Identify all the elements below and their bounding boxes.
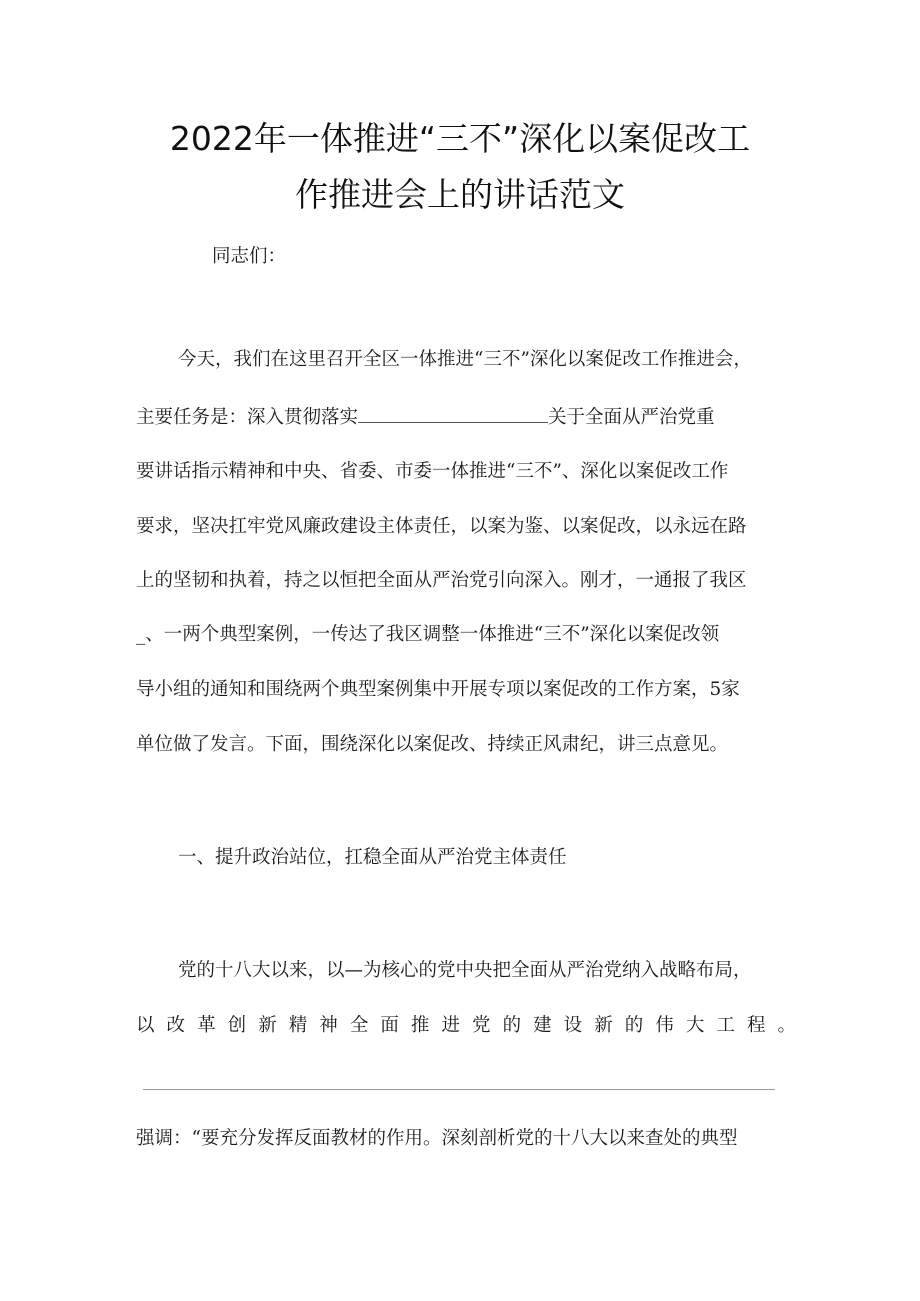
paragraph-1-line-3: 要讲话指示精神和中央、省委、市委一体推进“三不”、深化以案促改工作 xyxy=(136,461,729,482)
paragraph-1-line-2-end: 关于全面从严治党重 xyxy=(548,407,715,428)
fill-in-blank xyxy=(358,404,548,423)
paragraph-1-line-6: _、一两个典型案例，一传达了我区调整一体推进“三不”深化以案促改领 xyxy=(136,624,720,645)
salutation: 同志们： xyxy=(212,246,287,267)
paragraph-1-line-2 xyxy=(136,403,796,433)
document-title-line-2: 作推进会上的讲话范文 xyxy=(295,175,625,214)
paragraph-2-line-1: 党的十八大以来，以—为核心的党中央把全面从严治党纳入战略布局， xyxy=(178,960,752,981)
paragraph-2-line-2: 以改革创新精神全面推进党的建设新的伟大工程。 xyxy=(136,1015,796,1036)
paragraph-1-line-4: 要求，坚决扛牢党风廉政建设主体责任，以案为鉴、以案促改，以永远在路 xyxy=(136,516,747,537)
horizontal-rule xyxy=(143,1089,775,1090)
paragraph-1-line-1: 今天，我们在这里召开全区一体推进“三不”深化以案促改工作推进会， xyxy=(178,349,752,370)
paragraph-2-line-3: 强调：“要充分发挥反面教材的作用。深刻剖析党的十八大以来查处的典型 xyxy=(136,1128,738,1149)
document-title-line-1: 2022年一体推进“三不”深化以案促改工 xyxy=(169,119,751,158)
section-1-heading: 一、提升政治站位，扛稳全面从严治党主体责任 xyxy=(178,847,567,868)
paragraph-1-line-8: 单位做了发言。下面，围绕深化以案促改、持续正风肃纪，讲三点意见。 xyxy=(136,734,729,755)
paragraph-1-line-7: 导小组的通知和围绕两个典型案例集中开展专项以案促改的工作方案，5家 xyxy=(136,679,740,700)
paragraph-1-line-2-start: 主要任务是：深入贯彻落实 xyxy=(136,407,359,428)
paragraph-1-line-5: 上的坚韧和执着，持之以恒把全面从严治党引向深入。刚才，一通报了我区 xyxy=(136,570,747,591)
